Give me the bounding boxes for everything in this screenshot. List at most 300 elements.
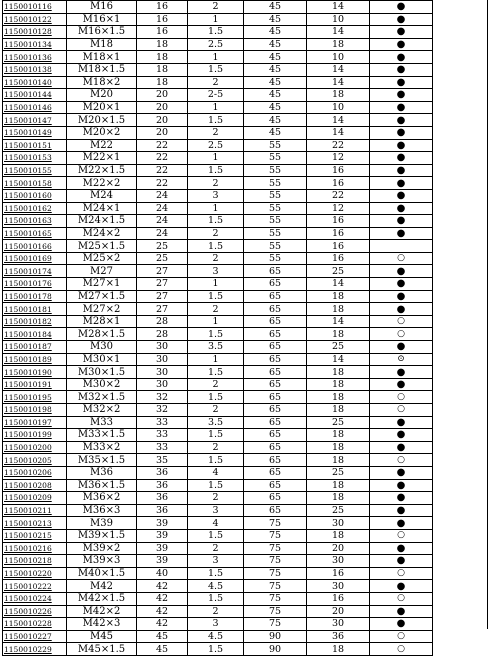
length-cell: 65 — [244, 416, 307, 429]
thread-size-cell: M30 — [67, 341, 137, 354]
part-code-cell: 1150010122 — [3, 13, 67, 26]
availability-cell: ● — [370, 366, 433, 379]
pitch-cell: 1.5 — [188, 454, 244, 467]
thread-length-cell: 18 — [307, 303, 370, 316]
part-code-cell: 1150010149 — [3, 126, 67, 139]
thread-size-cell: M33 — [67, 416, 137, 429]
availability-cell: ● — [370, 13, 433, 26]
diameter-cell: 45 — [137, 630, 188, 643]
pitch-cell: 1 — [188, 13, 244, 26]
table-row — [3, 429, 433, 442]
table-row — [3, 504, 433, 517]
part-code-cell: 1150010158 — [3, 177, 67, 190]
length-cell: 65 — [244, 315, 307, 328]
thread-length-cell: 14 — [307, 76, 370, 89]
thread-size-cell: M36×1.5 — [67, 479, 137, 492]
diameter-cell: 27 — [137, 265, 188, 278]
availability-cell: ● — [370, 164, 433, 177]
table-row — [3, 529, 433, 542]
thread-size-cell: M39×1.5 — [67, 529, 137, 542]
table-row — [3, 341, 433, 354]
diameter-cell: 39 — [137, 542, 188, 555]
pitch-cell: 1.5 — [188, 529, 244, 542]
length-cell: 65 — [244, 504, 307, 517]
table-row — [3, 542, 433, 555]
thread-size-cell: M42 — [67, 580, 137, 593]
length-cell: 55 — [244, 177, 307, 190]
table-row — [3, 38, 433, 51]
table-body — [3, 1, 433, 656]
part-code-cell: 1150010190 — [3, 366, 67, 379]
availability-cell: ● — [370, 38, 433, 51]
diameter-cell: 24 — [137, 227, 188, 240]
thread-length-cell: 18 — [307, 290, 370, 303]
thread-size-cell: M36×2 — [67, 492, 137, 505]
pitch-cell: 2 — [188, 303, 244, 316]
availability-cell: ○ — [370, 529, 433, 542]
part-code-cell: 1150010140 — [3, 76, 67, 89]
thread-size-cell: M22×2 — [67, 177, 137, 190]
thread-size-cell: M32×1.5 — [67, 391, 137, 404]
table-row — [3, 227, 433, 240]
diameter-cell: 28 — [137, 315, 188, 328]
table-row — [3, 492, 433, 505]
thread-size-cell: M36 — [67, 466, 137, 479]
thread-length-cell: 16 — [307, 240, 370, 253]
pitch-cell: 4 — [188, 517, 244, 530]
diameter-cell: 27 — [137, 278, 188, 291]
part-code-cell: 1150010227 — [3, 630, 67, 643]
table-row — [3, 63, 433, 76]
length-cell: 45 — [244, 89, 307, 102]
diameter-cell: 42 — [137, 605, 188, 618]
table-row — [3, 454, 433, 467]
length-cell: 75 — [244, 618, 307, 631]
table-row — [3, 391, 433, 404]
table-row — [3, 303, 433, 316]
length-cell: 65 — [244, 404, 307, 417]
diameter-cell: 22 — [137, 177, 188, 190]
length-cell: 55 — [244, 252, 307, 265]
diameter-cell: 22 — [137, 139, 188, 152]
availability-cell: ● — [370, 542, 433, 555]
length-cell: 45 — [244, 51, 307, 64]
thread-length-cell: 16 — [307, 567, 370, 580]
thread-size-cell: M22 — [67, 139, 137, 152]
length-cell: 45 — [244, 126, 307, 139]
length-cell: 65 — [244, 492, 307, 505]
availability-cell: ● — [370, 504, 433, 517]
length-cell: 75 — [244, 555, 307, 568]
pitch-cell: 1.5 — [188, 567, 244, 580]
availability-cell: ● — [370, 89, 433, 102]
length-cell: 90 — [244, 630, 307, 643]
table-row — [3, 126, 433, 139]
availability-cell: ● — [370, 139, 433, 152]
length-cell: 65 — [244, 466, 307, 479]
part-code-cell: 1150010136 — [3, 51, 67, 64]
part-code-cell: 1150010200 — [3, 441, 67, 454]
diameter-cell: 25 — [137, 252, 188, 265]
pitch-cell: 1 — [188, 51, 244, 64]
thread-size-cell: M27 — [67, 265, 137, 278]
diameter-cell: 18 — [137, 38, 188, 51]
diameter-cell: 39 — [137, 517, 188, 530]
pitch-cell: 2.5 — [188, 139, 244, 152]
part-code-cell: 1150010163 — [3, 215, 67, 228]
pitch-cell: 3 — [188, 555, 244, 568]
length-cell: 75 — [244, 605, 307, 618]
diameter-cell: 27 — [137, 290, 188, 303]
part-code-cell: 1150010174 — [3, 265, 67, 278]
thread-size-cell: M33×1.5 — [67, 429, 137, 442]
table-row — [3, 114, 433, 127]
availability-cell: ● — [370, 26, 433, 39]
table-row — [3, 51, 433, 64]
part-code-cell: 1150010226 — [3, 605, 67, 618]
thread-length-cell: 14 — [307, 353, 370, 366]
table-row — [3, 278, 433, 291]
thread-size-cell: M18×2 — [67, 76, 137, 89]
part-code-cell: 1150010211 — [3, 504, 67, 517]
table-row — [3, 152, 433, 165]
availability-cell: ● — [370, 101, 433, 114]
pitch-cell: 1.5 — [188, 391, 244, 404]
thread-length-cell: 18 — [307, 404, 370, 417]
thread-length-cell: 18 — [307, 479, 370, 492]
part-code-cell: 1150010138 — [3, 63, 67, 76]
length-cell: 75 — [244, 542, 307, 555]
thread-size-cell: M32×2 — [67, 404, 137, 417]
pitch-cell: 3.5 — [188, 341, 244, 354]
availability-cell: ● — [370, 429, 433, 442]
thread-length-cell: 20 — [307, 605, 370, 618]
length-cell: 55 — [244, 215, 307, 228]
pitch-cell: 2-5 — [188, 89, 244, 102]
thread-size-cell: M16×1.5 — [67, 26, 137, 39]
pitch-cell: 1 — [188, 315, 244, 328]
table-row — [3, 76, 433, 89]
availability-cell: ● — [370, 303, 433, 316]
pitch-cell: 2 — [188, 177, 244, 190]
thread-length-cell: 16 — [307, 592, 370, 605]
part-code-cell: 1150010198 — [3, 404, 67, 417]
availability-cell: ○ — [370, 454, 433, 467]
diameter-cell: 30 — [137, 341, 188, 354]
table-row — [3, 479, 433, 492]
thread-size-cell: M22×1 — [67, 152, 137, 165]
thread-length-cell: 14 — [307, 1, 370, 14]
thread-size-cell: M24×1.5 — [67, 215, 137, 228]
availability-cell: ○ — [370, 252, 433, 265]
availability-cell: ○ — [370, 328, 433, 341]
diameter-cell: 36 — [137, 479, 188, 492]
part-code-cell: 1150010128 — [3, 26, 67, 39]
availability-cell: ● — [370, 202, 433, 215]
thread-length-cell: 30 — [307, 580, 370, 593]
pitch-cell: 1.5 — [188, 328, 244, 341]
availability-cell: ● — [370, 441, 433, 454]
thread-length-cell: 10 — [307, 101, 370, 114]
availability-cell: ● — [370, 265, 433, 278]
table-row — [3, 605, 433, 618]
part-code-cell: 1150010209 — [3, 492, 67, 505]
part-code-cell: 1150010151 — [3, 139, 67, 152]
table-row — [3, 517, 433, 530]
pitch-cell: 2 — [188, 76, 244, 89]
availability-cell: ● — [370, 378, 433, 391]
length-cell: 65 — [244, 429, 307, 442]
thread-size-cell: M27×2 — [67, 303, 137, 316]
thread-length-cell: 30 — [307, 618, 370, 631]
thread-length-cell: 16 — [307, 177, 370, 190]
diameter-cell: 30 — [137, 378, 188, 391]
part-code-cell: 1150010146 — [3, 101, 67, 114]
thread-length-cell: 14 — [307, 126, 370, 139]
part-code-cell: 1150010213 — [3, 517, 67, 530]
diameter-cell: 18 — [137, 51, 188, 64]
length-cell: 45 — [244, 114, 307, 127]
length-cell: 55 — [244, 240, 307, 253]
availability-cell: ● — [370, 466, 433, 479]
thread-size-cell: M18×1 — [67, 51, 137, 64]
part-code-cell: 1150010144 — [3, 89, 67, 102]
availability-cell: ● — [370, 126, 433, 139]
diameter-cell: 24 — [137, 189, 188, 202]
length-cell: 45 — [244, 63, 307, 76]
thread-length-cell: 36 — [307, 630, 370, 643]
diameter-cell: 36 — [137, 492, 188, 505]
thread-size-cell: M24×2 — [67, 227, 137, 240]
table-row — [3, 643, 433, 656]
diameter-cell: 25 — [137, 240, 188, 253]
availability-cell: ● — [370, 177, 433, 190]
thread-size-cell: M28×1.5 — [67, 328, 137, 341]
thread-length-cell: 14 — [307, 315, 370, 328]
thread-length-cell: 18 — [307, 454, 370, 467]
length-cell: 75 — [244, 517, 307, 530]
thread-size-cell: M39×2 — [67, 542, 137, 555]
thread-size-cell: M20 — [67, 89, 137, 102]
length-cell: 55 — [244, 152, 307, 165]
thread-size-cell: M18×1.5 — [67, 63, 137, 76]
pitch-cell: 1.5 — [188, 366, 244, 379]
thread-length-cell: 25 — [307, 504, 370, 517]
part-code-cell: 1150010147 — [3, 114, 67, 127]
diameter-cell: 33 — [137, 429, 188, 442]
pitch-cell: 3 — [188, 504, 244, 517]
thread-size-cell: M30×2 — [67, 378, 137, 391]
thread-length-cell: 14 — [307, 26, 370, 39]
length-cell: 45 — [244, 26, 307, 39]
table-row — [3, 618, 433, 631]
availability-cell: ⊙ — [370, 353, 433, 366]
length-cell: 55 — [244, 139, 307, 152]
diameter-cell: 18 — [137, 63, 188, 76]
diameter-cell: 16 — [137, 13, 188, 26]
pitch-cell: 3.5 — [188, 416, 244, 429]
thread-size-cell: M25×2 — [67, 252, 137, 265]
table-row — [3, 101, 433, 114]
length-cell: 65 — [244, 303, 307, 316]
thread-size-cell: M39 — [67, 517, 137, 530]
table-row — [3, 189, 433, 202]
availability-cell: ● — [370, 114, 433, 127]
pitch-cell: 2 — [188, 227, 244, 240]
part-code-cell: 1150010181 — [3, 303, 67, 316]
thread-size-cell: M18 — [67, 38, 137, 51]
thread-length-cell: 18 — [307, 391, 370, 404]
diameter-cell: 27 — [137, 303, 188, 316]
diameter-cell: 33 — [137, 416, 188, 429]
availability-cell: ○ — [370, 404, 433, 417]
thread-length-cell: 18 — [307, 38, 370, 51]
length-cell: 45 — [244, 76, 307, 89]
availability-cell: ● — [370, 517, 433, 530]
diameter-cell: 32 — [137, 391, 188, 404]
diameter-cell: 16 — [137, 26, 188, 39]
pitch-cell: 1.5 — [188, 643, 244, 656]
length-cell: 55 — [244, 189, 307, 202]
pitch-cell: 2 — [188, 378, 244, 391]
thread-size-cell: M42×1.5 — [67, 592, 137, 605]
thread-size-cell: M16 — [67, 1, 137, 14]
diameter-cell: 32 — [137, 404, 188, 417]
part-code-cell: 1150010182 — [3, 315, 67, 328]
length-cell: 65 — [244, 265, 307, 278]
pitch-cell: 2 — [188, 542, 244, 555]
table-row — [3, 139, 433, 152]
diameter-cell: 40 — [137, 567, 188, 580]
pitch-cell: 2 — [188, 492, 244, 505]
length-cell: 45 — [244, 13, 307, 26]
part-code-cell: 1150010228 — [3, 618, 67, 631]
availability-cell: ○ — [370, 630, 433, 643]
thread-size-cell: M42×2 — [67, 605, 137, 618]
diameter-cell: 42 — [137, 618, 188, 631]
pitch-cell: 1.5 — [188, 114, 244, 127]
part-code-cell: 1150010224 — [3, 592, 67, 605]
part-code-cell: 1150010191 — [3, 378, 67, 391]
table-row — [3, 404, 433, 417]
availability-cell: ● — [370, 215, 433, 228]
table-row — [3, 89, 433, 102]
thread-length-cell: 18 — [307, 366, 370, 379]
thread-size-cell: M39×3 — [67, 555, 137, 568]
length-cell: 75 — [244, 529, 307, 542]
availability-cell: ● — [370, 341, 433, 354]
availability-cell: ● — [370, 605, 433, 618]
length-cell: 65 — [244, 479, 307, 492]
thread-length-cell: 18 — [307, 429, 370, 442]
diameter-cell: 24 — [137, 202, 188, 215]
diameter-cell: 24 — [137, 215, 188, 228]
diameter-cell: 33 — [137, 441, 188, 454]
part-code-cell: 1150010166 — [3, 240, 67, 253]
pitch-cell: 3 — [188, 618, 244, 631]
length-cell: 65 — [244, 366, 307, 379]
diameter-cell: 39 — [137, 529, 188, 542]
availability-cell: ○ — [370, 592, 433, 605]
part-code-cell: 1150010208 — [3, 479, 67, 492]
thread-spec-table — [2, 0, 433, 656]
diameter-cell: 20 — [137, 114, 188, 127]
thread-length-cell: 25 — [307, 416, 370, 429]
thread-size-cell: M45 — [67, 630, 137, 643]
part-code-cell: 1150010229 — [3, 643, 67, 656]
table-row — [3, 416, 433, 429]
availability-cell: ● — [370, 492, 433, 505]
part-code-cell: 1150010176 — [3, 278, 67, 291]
thread-size-cell: M28×1 — [67, 315, 137, 328]
diameter-cell: 18 — [137, 76, 188, 89]
part-code-cell: 1150010199 — [3, 429, 67, 442]
pitch-cell: 1.5 — [188, 592, 244, 605]
thread-length-cell: 18 — [307, 643, 370, 656]
availability-cell: ● — [370, 227, 433, 240]
length-cell: 55 — [244, 227, 307, 240]
availability-cell: ● — [370, 580, 433, 593]
part-code-cell: 1150010187 — [3, 341, 67, 354]
table-row — [3, 580, 433, 593]
part-code-cell: 1150010162 — [3, 202, 67, 215]
part-code-cell: 1150010215 — [3, 529, 67, 542]
table-row — [3, 315, 433, 328]
length-cell: 65 — [244, 328, 307, 341]
thread-length-cell: 16 — [307, 164, 370, 177]
part-code-cell: 1150010220 — [3, 567, 67, 580]
availability-cell: ○ — [370, 567, 433, 580]
thread-length-cell: 18 — [307, 529, 370, 542]
thread-length-cell: 25 — [307, 341, 370, 354]
thread-length-cell: 22 — [307, 189, 370, 202]
thread-length-cell: 12 — [307, 152, 370, 165]
thread-length-cell: 10 — [307, 51, 370, 64]
diameter-cell: 22 — [137, 152, 188, 165]
length-cell: 75 — [244, 567, 307, 580]
pitch-cell: 1.5 — [188, 26, 244, 39]
part-code-cell: 1150010160 — [3, 189, 67, 202]
pitch-cell: 2 — [188, 404, 244, 417]
thread-length-cell: 10 — [307, 13, 370, 26]
diameter-cell: 42 — [137, 580, 188, 593]
table-row — [3, 441, 433, 454]
thread-length-cell: 20 — [307, 542, 370, 555]
part-code-cell: 1150010178 — [3, 290, 67, 303]
availability-cell: ● — [370, 189, 433, 202]
diameter-cell: 20 — [137, 126, 188, 139]
thread-length-cell: 14 — [307, 278, 370, 291]
pitch-cell: 1 — [188, 152, 244, 165]
availability-cell: ● — [370, 479, 433, 492]
pitch-cell: 2 — [188, 1, 244, 14]
part-code-cell: 1150010116 — [3, 1, 67, 14]
length-cell: 55 — [244, 202, 307, 215]
part-code-cell: 1150010155 — [3, 164, 67, 177]
pitch-cell: 4.5 — [188, 630, 244, 643]
length-cell: 65 — [244, 290, 307, 303]
thread-size-cell: M24×1 — [67, 202, 137, 215]
thread-length-cell: 14 — [307, 114, 370, 127]
thread-size-cell: M45×1.5 — [67, 643, 137, 656]
table-row — [3, 164, 433, 177]
length-cell: 65 — [244, 278, 307, 291]
thread-length-cell: 18 — [307, 492, 370, 505]
diameter-cell: 30 — [137, 366, 188, 379]
table-row — [3, 592, 433, 605]
thread-size-cell: M25×1.5 — [67, 240, 137, 253]
table-row — [3, 215, 433, 228]
